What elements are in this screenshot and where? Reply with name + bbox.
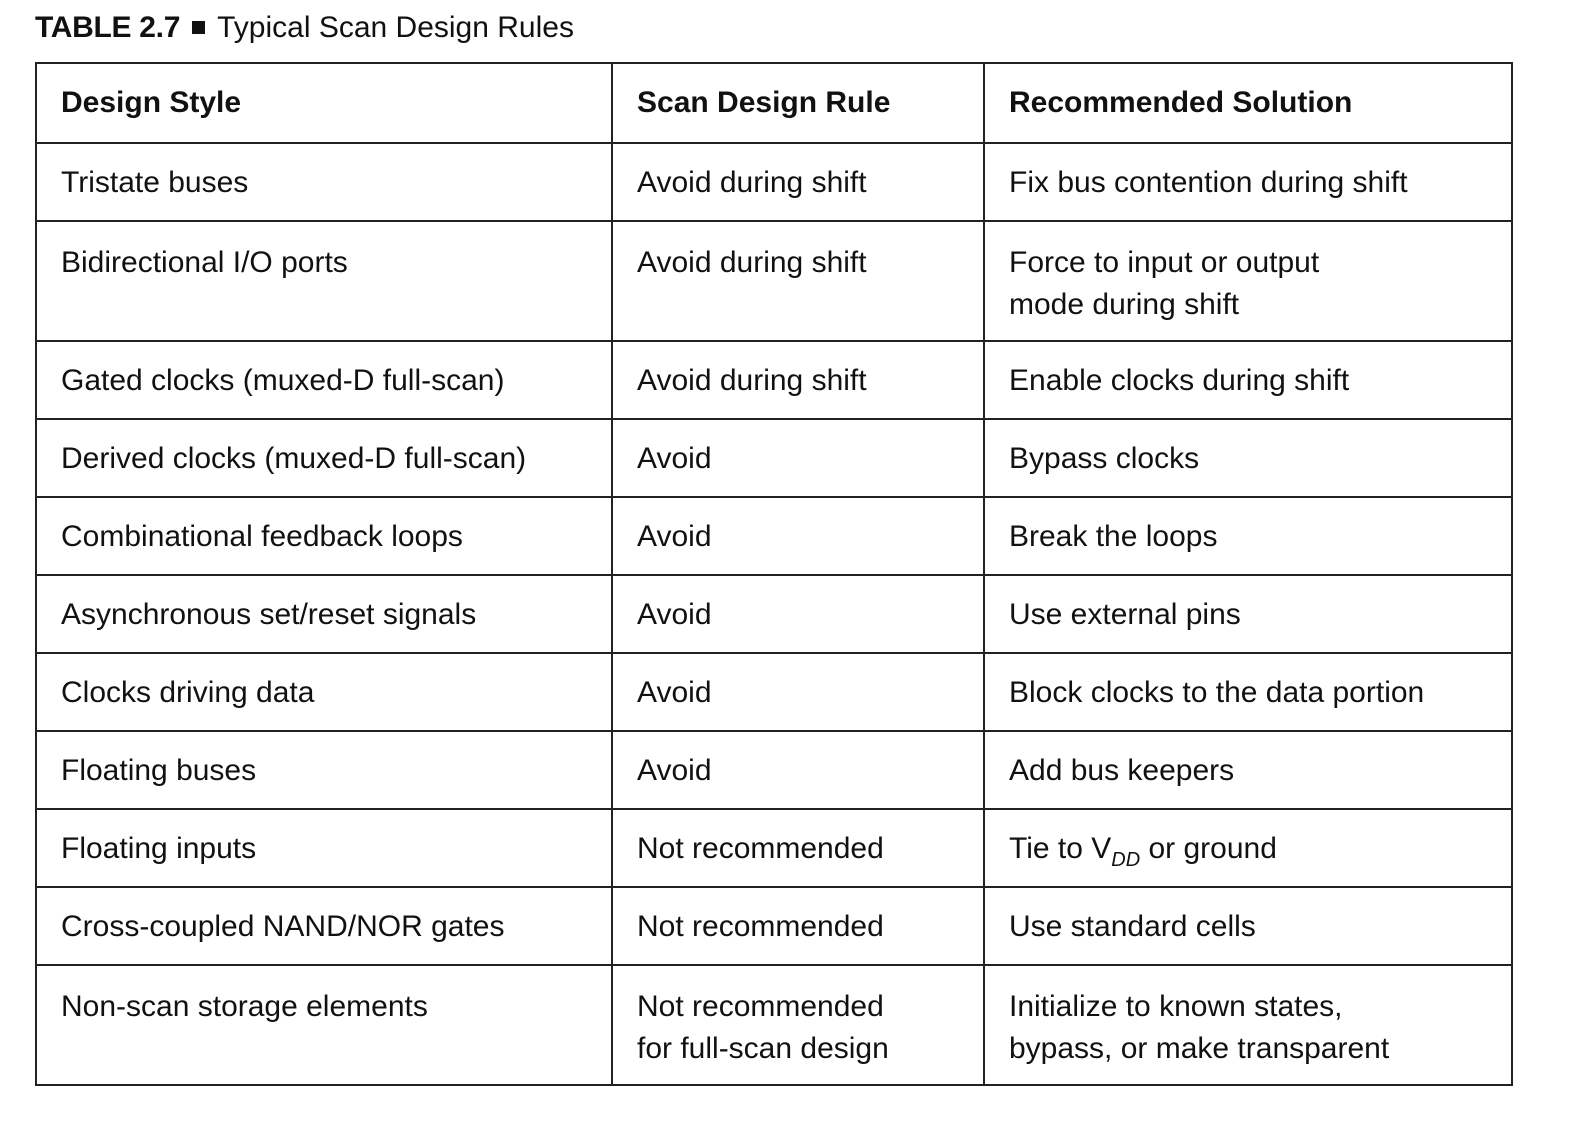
table-caption xyxy=(35,8,574,48)
scan-rule-cell xyxy=(612,575,984,653)
cell-text: Block clocks to the data portion xyxy=(1009,676,1425,709)
scan-rule-cell xyxy=(612,341,984,419)
solution-cell xyxy=(984,143,1512,221)
design-style-cell xyxy=(36,419,612,497)
scan-rule-cell xyxy=(612,809,984,887)
cell-text: Force to input or output xyxy=(1009,246,1320,279)
scan-rule-cell xyxy=(612,221,984,341)
table-row xyxy=(36,341,1512,419)
cell-text: Floating buses xyxy=(61,754,257,787)
cell-text: Use standard cells xyxy=(1009,910,1256,943)
cell-text: Combinational feedback loops xyxy=(61,520,463,553)
cell-text: Avoid xyxy=(637,598,712,631)
table-row xyxy=(36,497,1512,575)
cell-text: Not recommended xyxy=(637,910,884,943)
cell-text: Bidirectional I/O ports xyxy=(61,246,348,279)
table-row xyxy=(36,731,1512,809)
cell-text: Gated clocks (muxed-D full-scan) xyxy=(61,364,505,397)
design-style-cell xyxy=(36,575,612,653)
solution-cell xyxy=(984,575,1512,653)
scan-rule-cell xyxy=(612,143,984,221)
cell-text: Tristate buses xyxy=(61,166,249,199)
cell-text: Enable clocks during shift xyxy=(1009,364,1350,397)
table-row xyxy=(36,809,1512,887)
header-design-style: Design Style xyxy=(36,63,612,143)
design-style-cell xyxy=(36,887,612,965)
cell-text: Clocks driving data xyxy=(61,676,315,709)
vdd-subscript: DD xyxy=(1111,849,1141,871)
cell-text: Avoid xyxy=(637,676,712,709)
design-style-cell xyxy=(36,341,612,419)
cell-text-pre: Tie to V xyxy=(1009,832,1112,865)
solution-cell xyxy=(984,887,1512,965)
cell-text: Initialize to known states, xyxy=(1009,990,1343,1023)
scan-rule-cell xyxy=(612,419,984,497)
solution-cell xyxy=(984,419,1512,497)
header-recommended-solution: Recommended Solution xyxy=(984,63,1512,143)
scan-rule-cell xyxy=(612,731,984,809)
table-row xyxy=(36,221,1512,341)
design-style-cell xyxy=(36,653,612,731)
table-row xyxy=(36,887,1512,965)
solution-cell xyxy=(984,221,1512,341)
table-body xyxy=(36,143,1512,1085)
cell-text: Floating inputs xyxy=(61,832,257,865)
solution-cell xyxy=(984,731,1512,809)
scan-rule-cell xyxy=(612,965,984,1085)
cell-text: Not recommended xyxy=(637,832,884,865)
cell-text-post: or ground xyxy=(1140,832,1277,865)
scan-rule-cell xyxy=(612,653,984,731)
table-row xyxy=(36,143,1512,221)
cell-text: mode during shift xyxy=(1009,288,1240,321)
solution-cell xyxy=(984,653,1512,731)
cell-text xyxy=(1009,828,1511,881)
table-row xyxy=(36,653,1512,731)
cell-text: Break the loops xyxy=(1009,520,1218,553)
cell-text: Avoid xyxy=(637,442,712,475)
header-scan-design-rule: Scan Design Rule xyxy=(612,63,984,143)
cell-text: Avoid during shift xyxy=(637,246,867,279)
solution-cell xyxy=(984,809,1512,887)
cell-text: Fix bus contention during shift xyxy=(1009,166,1408,199)
design-style-cell xyxy=(36,731,612,809)
table-number: TABLE 2.7 xyxy=(35,11,181,44)
design-style-cell xyxy=(36,497,612,575)
cell-text: Avoid xyxy=(637,520,712,553)
table-row xyxy=(36,575,1512,653)
design-style-cell xyxy=(36,143,612,221)
cell-text: Avoid xyxy=(637,754,712,787)
solution-cell xyxy=(984,497,1512,575)
design-style-cell xyxy=(36,809,612,887)
solution-cell xyxy=(984,965,1512,1085)
header-row xyxy=(36,63,1512,143)
table-row xyxy=(36,965,1512,1085)
table-row xyxy=(36,419,1512,497)
square-bullet-icon xyxy=(192,21,205,34)
cell-text: Cross-coupled NAND/NOR gates xyxy=(61,910,505,943)
cell-text: bypass, or make transparent xyxy=(1009,1032,1390,1065)
table-title: Typical Scan Design Rules xyxy=(217,11,574,44)
cell-text: Add bus keepers xyxy=(1009,754,1235,787)
cell-text: Non-scan storage elements xyxy=(61,990,428,1023)
cell-text: Derived clocks (muxed-D full-scan) xyxy=(61,442,527,475)
cell-text: for full-scan design xyxy=(637,1032,889,1065)
cell-text: Avoid during shift xyxy=(637,364,867,397)
design-style-cell xyxy=(36,965,612,1085)
scan-rule-cell xyxy=(612,887,984,965)
cell-text: Asynchronous set/reset signals xyxy=(61,598,477,631)
cell-text: Use external pins xyxy=(1009,598,1241,631)
scan-design-rules-table xyxy=(35,62,1513,1086)
cell-text: Not recommended xyxy=(637,990,884,1023)
cell-text: Bypass clocks xyxy=(1009,442,1200,475)
solution-cell xyxy=(984,341,1512,419)
scan-rule-cell xyxy=(612,497,984,575)
cell-text: Avoid during shift xyxy=(637,166,867,199)
design-style-cell xyxy=(36,221,612,341)
